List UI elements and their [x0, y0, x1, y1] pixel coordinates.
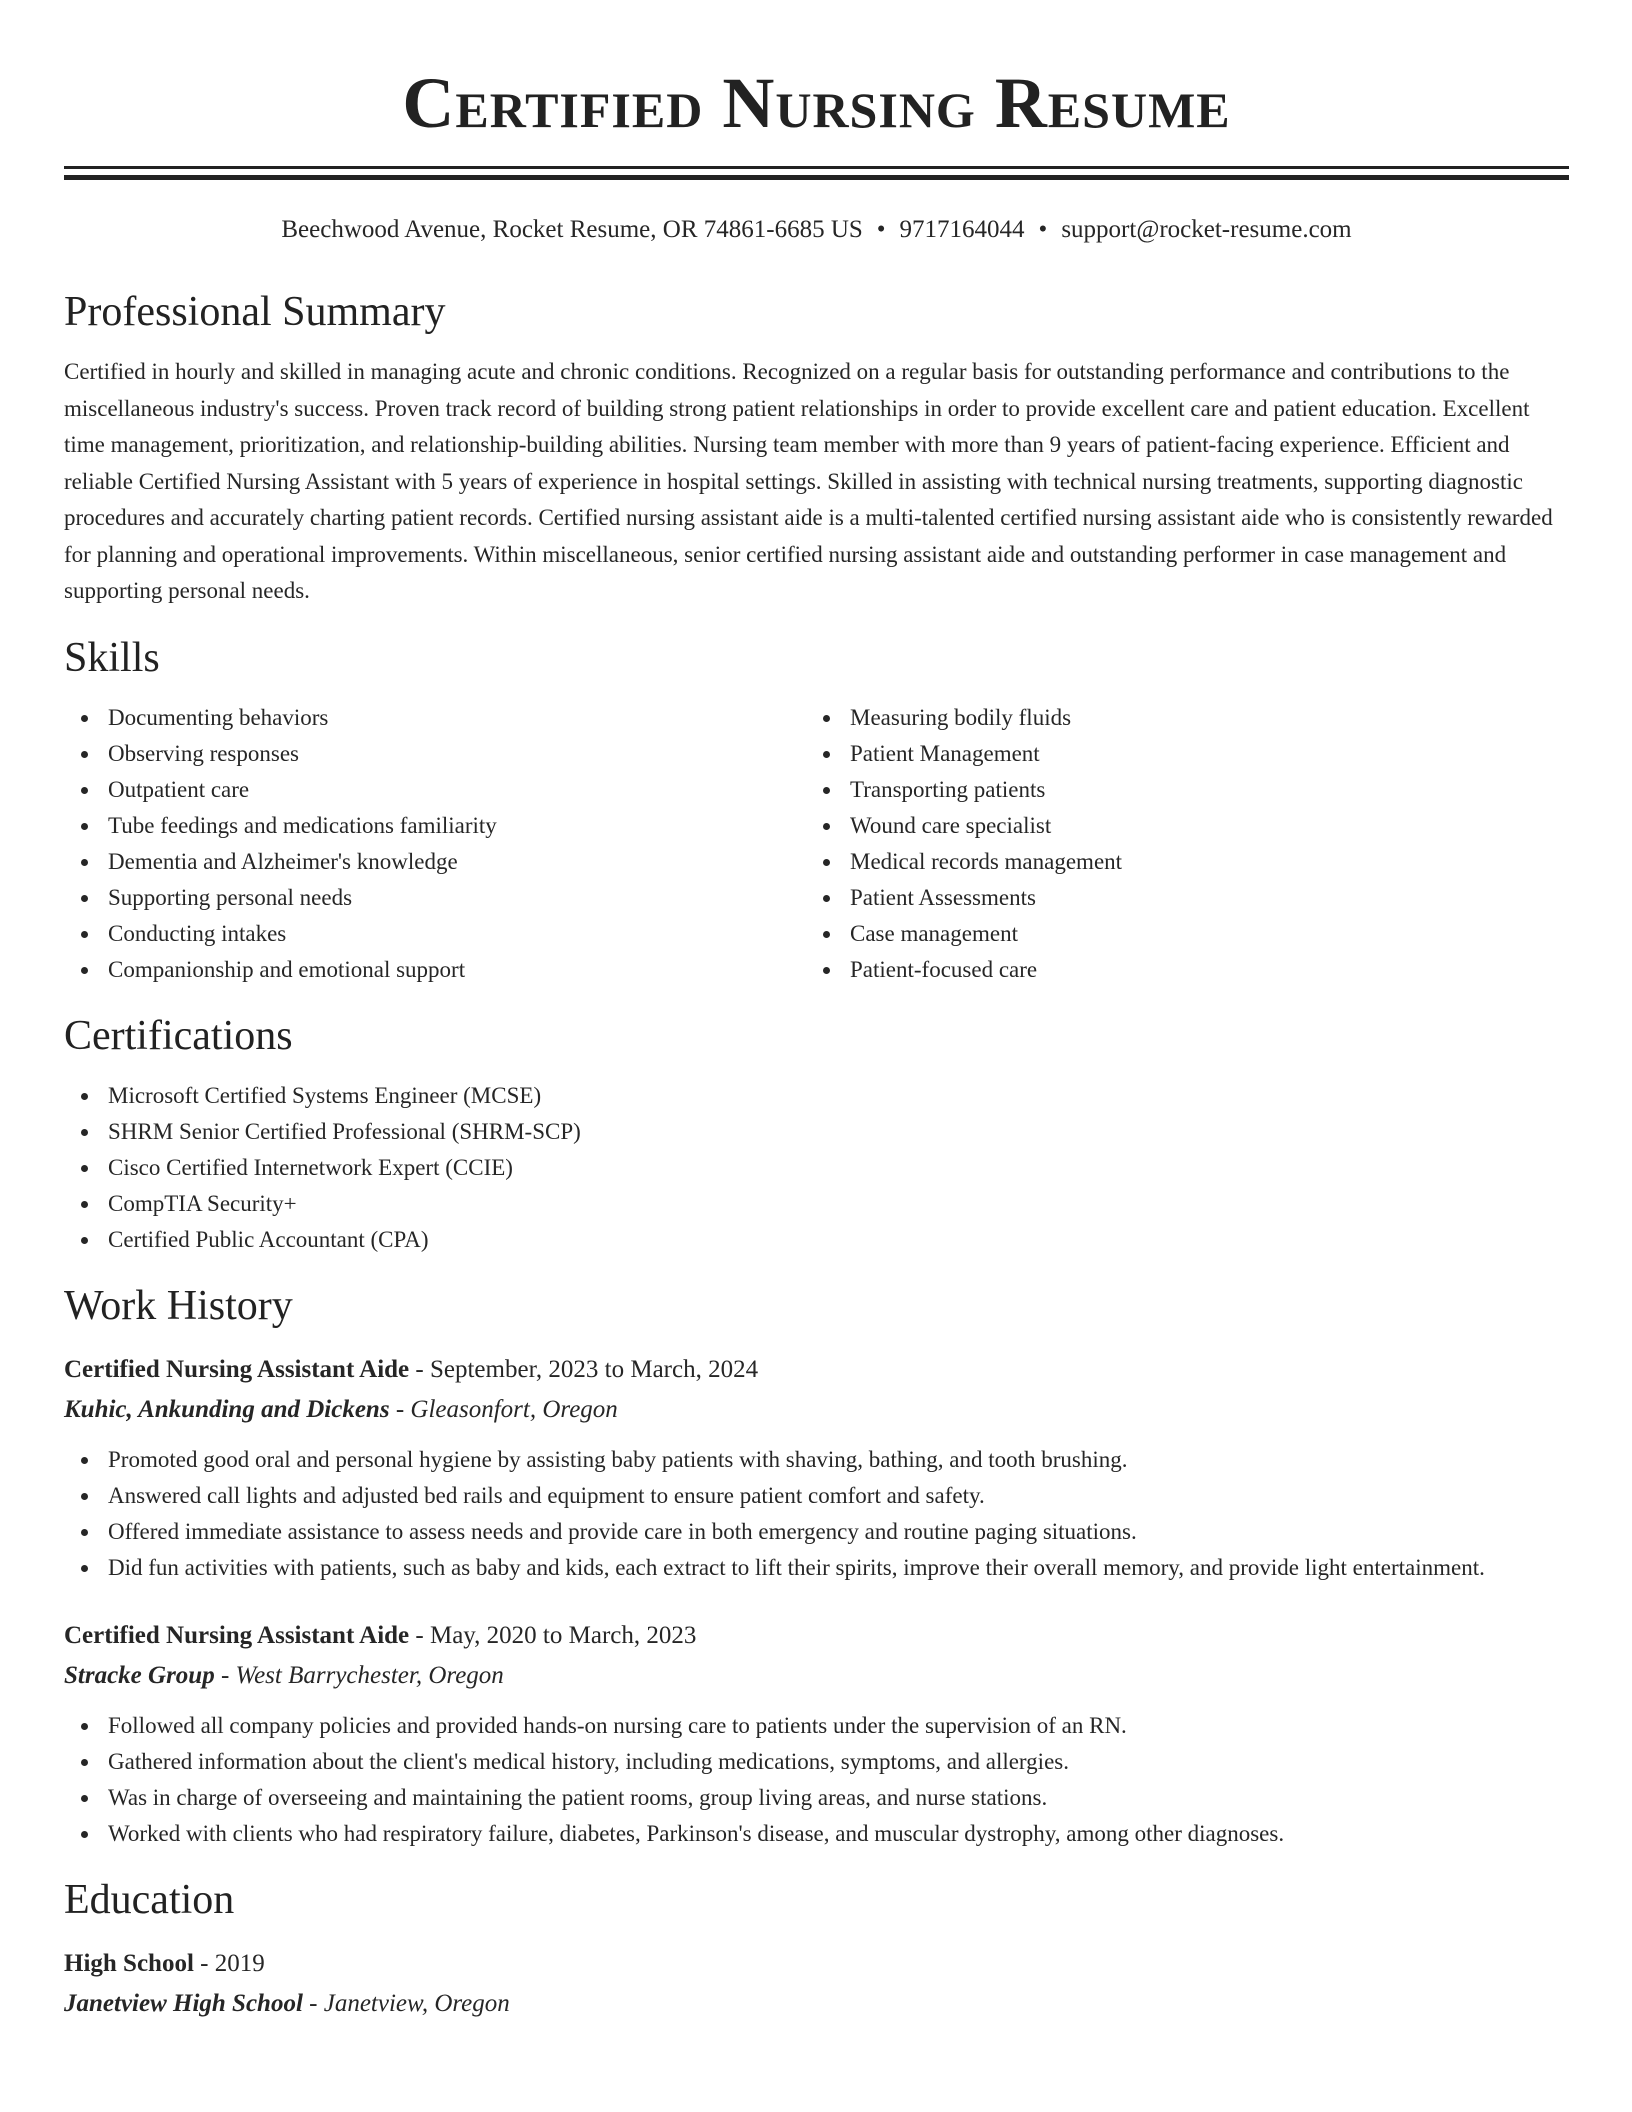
job-duty-item: Did fun activities with patients, such as baby and kids, each extract to lift their spirits, improve their overall memory, and provide light entertainment.	[64, 1550, 1569, 1586]
job-entry	[64, 1618, 1569, 1852]
certification-item: Cisco Certified Internetwork Expert (CCIE)	[64, 1150, 1569, 1186]
job-duty-item: Promoted good oral and personal hygiene by assisting baby patients with shaving, bathing, and tooth brushing.	[64, 1442, 1569, 1478]
contact-separator: •	[1038, 216, 1048, 243]
skill-item: Patient-focused care	[806, 952, 1548, 988]
job-duty-item: Gathered information about the client's medical history, including medications, symptoms, and allergies.	[64, 1744, 1569, 1780]
skill-item: Dementia and Alzheimer's knowledge	[64, 844, 806, 880]
job-duty-item: Was in charge of overseeing and maintaining the patient rooms, group living areas, and nurse stations.	[64, 1780, 1569, 1816]
job-location: - Gleasonfort, Oregon	[389, 1395, 618, 1423]
skill-item: Documenting behaviors	[64, 700, 806, 736]
title-rule-thick	[64, 175, 1569, 180]
education-degree-line	[64, 1946, 1569, 1982]
contact-address: Beechwood Avenue, Rocket Resume, OR 74861-6685 US	[281, 216, 863, 243]
skill-item: Patient Assessments	[806, 880, 1548, 916]
skill-item: Supporting personal needs	[64, 880, 806, 916]
certification-item: Certified Public Accountant (CPA)	[64, 1222, 1569, 1258]
work-history-heading: Work History	[64, 1282, 293, 1329]
skills-heading: Skills	[64, 634, 160, 681]
skills-column-right	[806, 700, 1548, 988]
job-entry	[64, 1352, 1569, 1586]
skill-item: Medical records management	[806, 844, 1548, 880]
certification-item: CompTIA Security+	[64, 1186, 1569, 1222]
contact-phone: 9717164044	[899, 216, 1025, 243]
education-location: - Janetview, Oregon	[302, 1989, 510, 2017]
job-duties-list	[64, 1708, 1569, 1852]
summary-heading: Professional Summary	[64, 289, 446, 335]
skills-column-left	[64, 700, 806, 988]
skills-list-right	[806, 700, 1548, 988]
job-company: Kuhic, Ankunding and Dickens	[64, 1395, 390, 1423]
job-dates: - May, 2020 to March, 2023	[409, 1621, 697, 1649]
job-company-line	[64, 1392, 1569, 1428]
certifications-heading: Certifications	[64, 1012, 293, 1059]
skill-item: Observing responses	[64, 736, 806, 772]
job-title-line	[64, 1352, 1569, 1388]
education-school: Janetview High School	[64, 1989, 303, 2017]
job-duty-item: Worked with clients who had respiratory failure, diabetes, Parkinson's disease, and muscular dystrophy, among other diagnoses.	[64, 1816, 1569, 1852]
education-degree: High School	[64, 1949, 194, 1977]
education-year: - 2019	[193, 1949, 265, 1977]
education-school-line	[64, 1986, 1569, 2022]
skill-item: Patient Management	[806, 736, 1548, 772]
skill-item: Measuring bodily fluids	[806, 700, 1548, 736]
job-duties-list	[64, 1442, 1569, 1586]
job-location: - West Barrychester, Oregon	[214, 1661, 504, 1689]
job-title: Certified Nursing Assistant Aide	[64, 1355, 410, 1383]
skill-item: Wound care specialist	[806, 808, 1548, 844]
certification-item: Microsoft Certified Systems Engineer (MCSE)	[64, 1078, 1569, 1114]
contact-separator: •	[876, 216, 886, 243]
contact-email: support@rocket-resume.com	[1061, 216, 1352, 243]
job-duty-item: Offered immediate assistance to assess needs and provide care in both emergency and routine paging situations.	[64, 1514, 1569, 1550]
job-company: Stracke Group	[64, 1661, 215, 1689]
contact-line	[64, 214, 1569, 246]
job-dates: - September, 2023 to March, 2024	[409, 1355, 759, 1383]
skill-item: Conducting intakes	[64, 916, 806, 952]
certifications-list	[64, 1078, 1569, 1258]
skill-item: Tube feedings and medications familiarity	[64, 808, 806, 844]
summary-text: Certified in hourly and skilled in managing acute and chronic conditions. Recognized on a regular basis for outstanding performance and contributions to the miscellaneous industry's success. Proven track record of building strong patient relationships in order to provide excellent care and patient education. Excellent time management, prioritization, and relationship-building abilities. Nursing team member with more than 9 years of patient-facing experience. Efficient and reliable Certified Nursing Assistant with 5 years of experience in hospital settings. Skilled in assisting with technical nursing treatments, supporting diagnostic procedures and accurately charting patient records. Certified nursing assistant aide is a multi-talented certified nursing assistant aide who is consistently rewarded for planning and operational improvements. Within miscellaneous, senior certified nursing assistant aide and outstanding performer in case management and supporting personal needs.	[64, 359, 1553, 603]
job-duty-item: Answered call lights and adjusted bed rails and equipment to ensure patient comfort and safety.	[64, 1478, 1569, 1514]
skills-list-left	[64, 700, 806, 988]
skills-columns	[64, 700, 1569, 988]
title-rule-thin	[64, 166, 1569, 169]
skill-item: Companionship and emotional support	[64, 952, 806, 988]
skill-item: Outpatient care	[64, 772, 806, 808]
job-duty-item: Followed all company policies and provided hands-on nursing care to patients under the supervision of an RN.	[64, 1708, 1569, 1744]
resume-title: Certified Nursing Resume	[402, 63, 1231, 143]
skill-item: Case management	[806, 916, 1548, 952]
education-heading: Education	[64, 1876, 235, 1923]
resume-page	[64, 0, 1569, 2022]
certification-item: SHRM Senior Certified Professional (SHRM-SCP)	[64, 1114, 1569, 1150]
skill-item: Transporting patients	[806, 772, 1548, 808]
job-title: Certified Nursing Assistant Aide	[64, 1621, 410, 1649]
job-company-line	[64, 1658, 1569, 1694]
job-title-line	[64, 1618, 1569, 1654]
